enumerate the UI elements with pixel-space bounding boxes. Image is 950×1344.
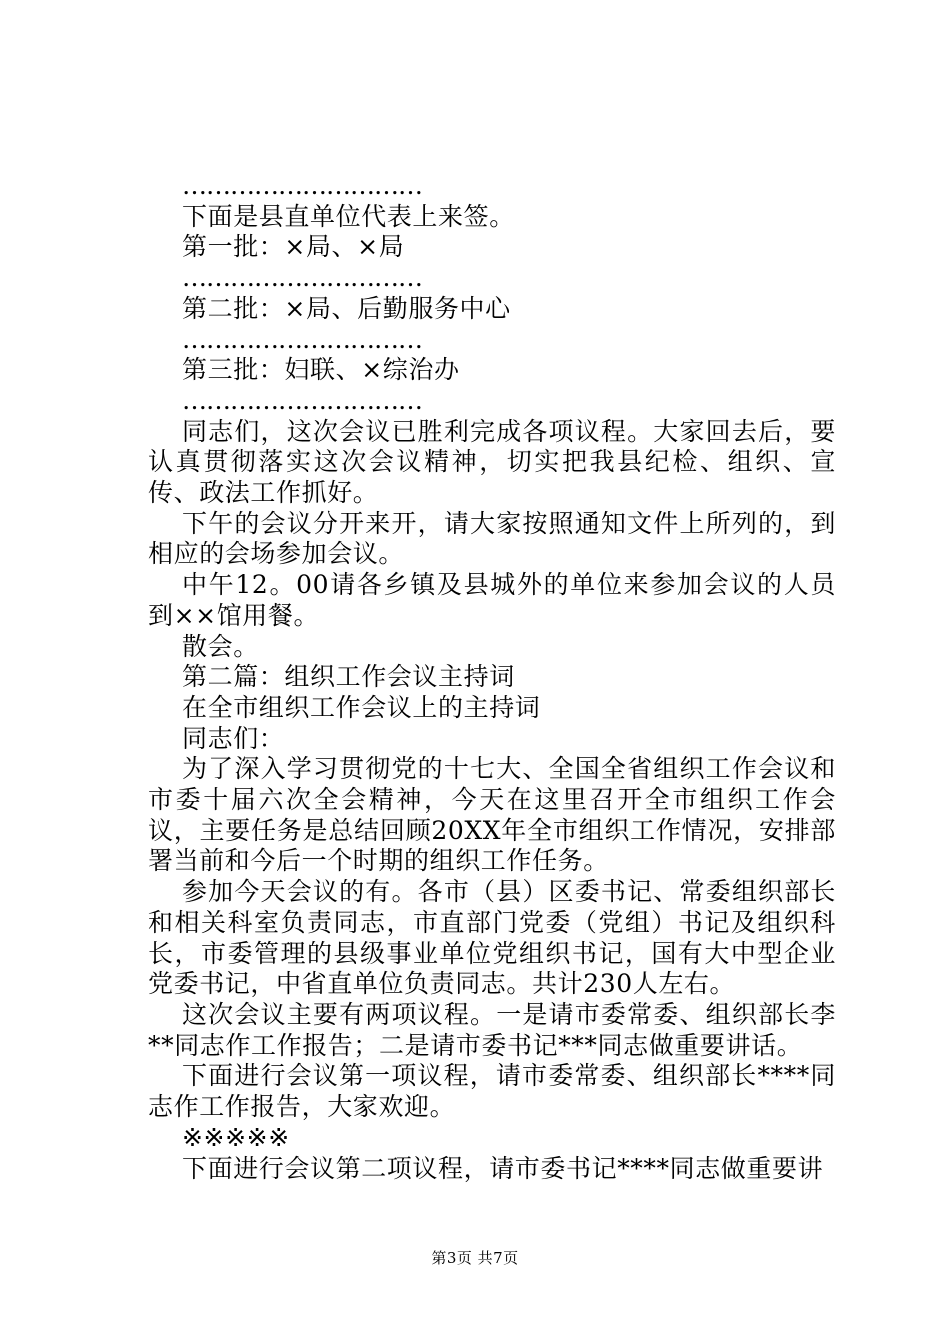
paragraph: 第三批：妇联、×综治办 bbox=[182, 355, 460, 385]
page-footer: 第3页 共7页 bbox=[431, 1249, 519, 1267]
paragraph: 同志们，这次会议已胜利完成各项议程。大家回去后，要认真贯彻落实这次会议精神，切实把我县纪检、组织、宣传、政法工作抓好。 bbox=[148, 416, 836, 508]
salutation: 同志们： bbox=[182, 723, 285, 753]
ellipsis-separator: ………………………… bbox=[182, 385, 422, 415]
paragraph: 散会。 bbox=[182, 631, 259, 661]
paragraph: 这次会议主要有两项议程。一是请市委常委、组织部长李**同志作工作报告；二是请市委书记***同志做重要讲话。 bbox=[148, 999, 836, 1060]
paragraph: 下面是县直单位代表上来签。 bbox=[182, 201, 515, 231]
paragraph: 参加今天会议的有。各市（县）区委书记、常委组织部长和相关科室负责同志，市直部门党委（党组）书记及组织科长，市委管理的县级事业单位党组织书记，国有大中型企业党委书记，中省直单位负责同志。共计230人左右。 bbox=[148, 877, 836, 999]
paragraph: 中午12。00请各乡镇及县城外的单位来参加会议的人员到××馆用餐。 bbox=[148, 570, 836, 630]
paragraph: 第一批：×局、×局 bbox=[182, 232, 405, 262]
paragraph: 下面进行会议第一项议程，请市委常委、组织部长****同志作工作报告，大家欢迎。 bbox=[148, 1061, 836, 1122]
paragraph: 为了深入学习贯彻党的十七大、全国全省组织工作会议和市委十届六次全会精神，今天在这里召开全市组织工作会议，主要任务是总结回顾20XX年全市组织工作情况，安排部署当前和今后一个时期的组织工作任务。 bbox=[148, 754, 836, 876]
section-heading: 第二篇：组织工作会议主持词 bbox=[182, 662, 515, 692]
symbol-separator: ※※※※※ bbox=[182, 1122, 290, 1152]
ellipsis-separator: ………………………… bbox=[182, 171, 422, 200]
paragraph: 第二批：×局、后勤服务中心 bbox=[182, 293, 511, 323]
paragraph: 下午的会议分开来开，请大家按照通知文件上所列的，到相应的会场参加会议。 bbox=[148, 508, 836, 569]
ellipsis-separator: ………………………… bbox=[182, 263, 422, 293]
speech-title: 在全市组织工作会议上的主持词 bbox=[182, 692, 541, 722]
paragraph: 下面进行会议第二项议程，请市委书记****同志做重要讲 bbox=[182, 1153, 824, 1183]
document-body bbox=[148, 171, 836, 1184]
ellipsis-separator: ………………………… bbox=[182, 324, 422, 354]
